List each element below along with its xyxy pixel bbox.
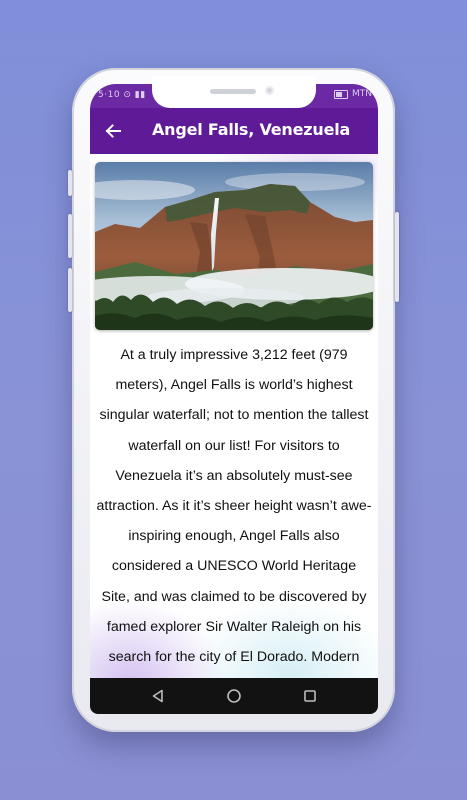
phone-camera <box>265 86 274 95</box>
nav-back-button[interactable] <box>141 682 175 710</box>
phone-side-button-right <box>395 212 399 302</box>
status-right-group <box>334 89 372 99</box>
nav-home-button[interactable] <box>217 682 251 710</box>
nav-recents-button[interactable] <box>293 682 327 710</box>
back-button[interactable] <box>98 116 128 146</box>
angel-falls-image <box>95 162 373 330</box>
waterfall-photo <box>95 162 373 330</box>
circle-home-icon <box>226 688 242 704</box>
status-time-indicators: 5·10 ⊙ ▮▮ <box>98 90 146 100</box>
triangle-back-icon <box>151 689 165 703</box>
article-body-text: At a truly impressive 3,212 feet (979 meters), Angel Falls is world’s highest singular waterfall; not to mention the tallest waterfall on our list! For visitors to Venezuela it’s an absolutely must-see attraction. As it it’s sheer height wasn’t awe-inspiring enough, Angel Falls also considered a UNESCO World Heritage Site, and was claimed to be discovered by famed explorer Sir Walter Raleigh on his search for the city of El Dorado. Modern <box>96 347 372 666</box>
square-recents-icon <box>303 689 317 703</box>
page-title: Angel Falls, Venezuela <box>152 120 351 139</box>
phone-side-button-left-bottom <box>68 268 72 312</box>
phone-screen <box>90 84 378 714</box>
carrier-label: MTN <box>352 89 372 99</box>
battery-icon <box>334 90 348 99</box>
article-content[interactable] <box>90 154 378 678</box>
phone-speaker <box>210 89 256 94</box>
system-nav-bar <box>90 678 378 714</box>
app-bar <box>90 108 378 154</box>
phone-side-button-left-top <box>68 170 72 196</box>
phone-side-button-left-mid <box>68 214 72 258</box>
arrow-left-icon <box>104 122 122 140</box>
